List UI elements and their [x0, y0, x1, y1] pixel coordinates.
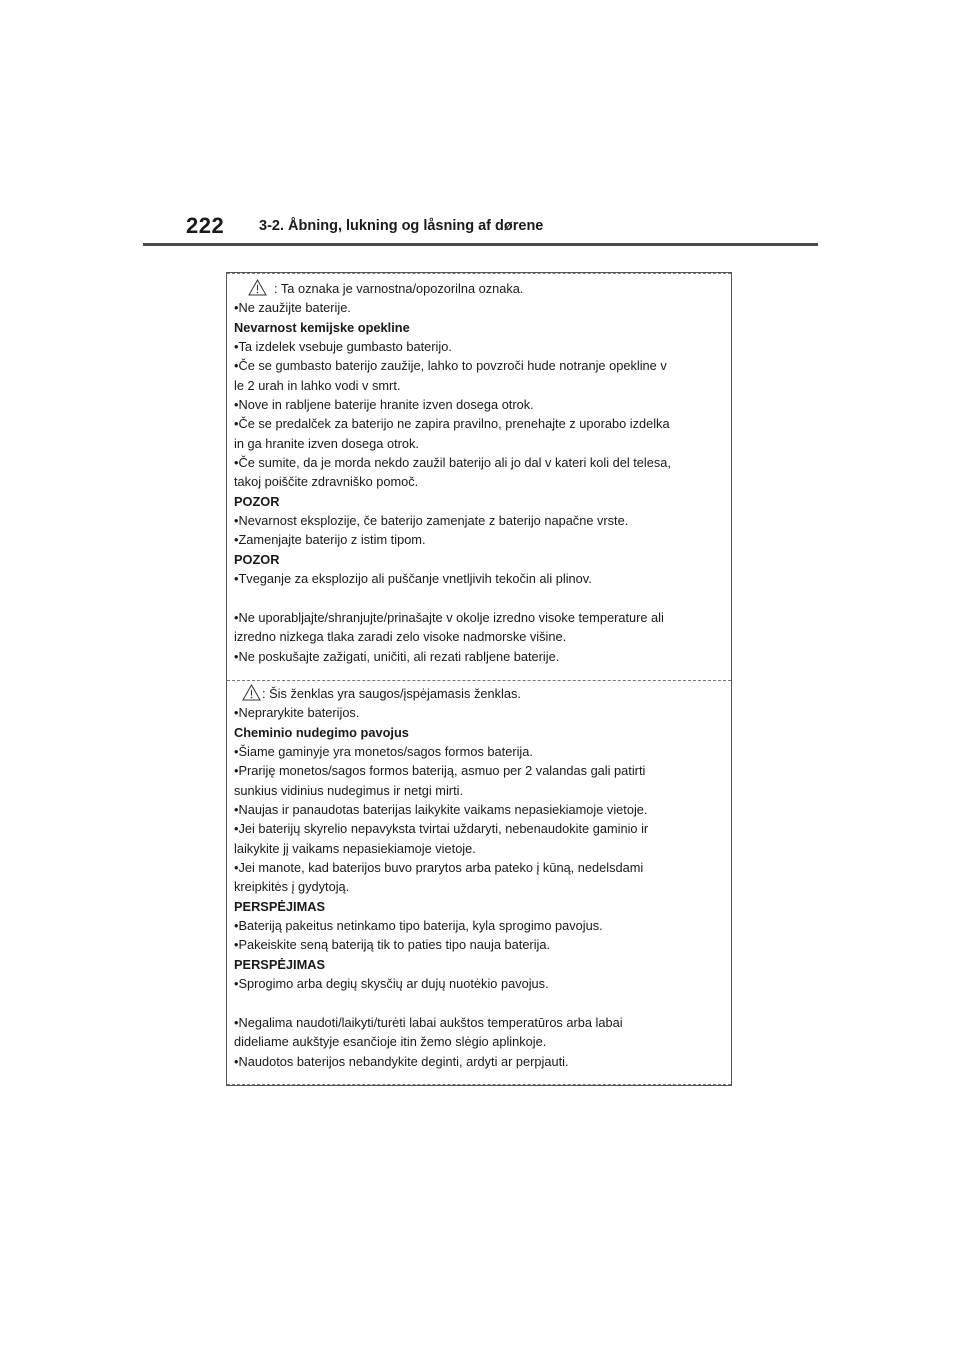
- section-divider: [227, 680, 731, 681]
- icon-caption: : Šis ženklas yra saugos/įspėjamasis ženklas.: [262, 686, 521, 701]
- text-line: •Če sumite, da je morda nekdo zaužil baterijo ali jo dal v kateri koli del telesa,: [234, 455, 671, 471]
- text-line: •Ne zaužijte baterije.: [234, 300, 351, 316]
- text-line: •Naudotos baterijos nebandykite deginti, ardyti ar perpjauti.: [234, 1053, 569, 1069]
- text-line: izredno nizkega tlaka zaradi zelo visoke nadmorske višine.: [234, 629, 567, 645]
- text-line: takoj poiščite zdravniško pomoč.: [234, 474, 419, 490]
- lithuanian-warning-section: [234, 684, 725, 1071]
- text-line: •Ne uporabljajte/shranjujte/prinašajte v okolje izredno visoke temperature ali: [234, 609, 664, 625]
- caution-heading: PERSPĖJIMAS: [234, 898, 326, 914]
- caution-heading: POZOR: [234, 551, 280, 567]
- text-line: •Nove in rabljene baterije hranite izven dosega otrok.: [234, 397, 534, 413]
- icon-caption-line: [234, 279, 725, 298]
- text-line: •Nevarnost eksplozije, če baterijo zamenjate z baterijo napačne vrste.: [234, 513, 629, 529]
- text-line: sunkius vidinius nudegimus ir netgi mirti.: [234, 782, 464, 798]
- spacer: [234, 994, 725, 1013]
- text-line: •Bateriją pakeitus netinkamo tipo baterija, kyla sprogimo pavojus.: [234, 918, 603, 934]
- text-line: •Neprarykite baterijos.: [234, 705, 360, 721]
- text-line: •Naujas ir panaudotas baterijas laikykite vaikams nepasiekiamoje vietoje.: [234, 802, 648, 818]
- text-line: •Jei manote, kad baterijos buvo prarytos arba pateko į kūną, nedelsdami: [234, 860, 644, 876]
- slovenian-warning-section: [234, 279, 725, 666]
- icon-caption-line: [234, 684, 725, 703]
- hazard-heading: Nevarnost kemijske opekline: [234, 319, 410, 335]
- text-line: in ga hranite izven dosega otrok.: [234, 435, 419, 451]
- warning-triangle-icon: [248, 279, 267, 296]
- text-line: •Prariję monetos/sagos formos bateriją, asmuo per 2 valandas gali patirti: [234, 763, 646, 779]
- bottom-dashed-line: [227, 1084, 731, 1085]
- text-line: •Šiame gaminyje yra monetos/sagos formos baterija.: [234, 744, 533, 760]
- text-line: laikykite jį vaikams nepasiekiamoje vietoje.: [234, 840, 476, 856]
- text-line: •Ta izdelek vsebuje gumbasto baterijo.: [234, 339, 452, 355]
- text-line: •Zamenjajte baterijo z istim tipom.: [234, 532, 426, 548]
- page-number: 222: [186, 213, 225, 238]
- text-line: dideliame aukštyje esančioje itin žemo slėgio aplinkoje.: [234, 1034, 547, 1050]
- caution-heading: PERSPĖJIMAS: [234, 956, 326, 972]
- spacer: [234, 589, 725, 608]
- section-title: 3-2. Åbning, lukning og låsning af dørene: [259, 218, 544, 234]
- text-line: •Če se gumbasto baterijo zaužije, lahko to povzroči hude notranje opekline v: [234, 358, 667, 374]
- text-line: •Sprogimo arba degių skysčių ar dujų nuotėkio pavojus.: [234, 976, 549, 992]
- text-line: •Pakeiskite seną bateriją tik to paties tipo nauja baterija.: [234, 937, 551, 953]
- hazard-heading: Cheminio nudegimo pavojus: [234, 724, 409, 740]
- text-line: kreipkitės į gydytoją.: [234, 879, 350, 895]
- text-line: •Če se predalček za baterijo ne zapira pravilno, prenehajte z uporabo izdelka: [234, 416, 670, 432]
- battery-warning-box: [226, 272, 732, 1086]
- warning-triangle-icon: [242, 684, 261, 701]
- text-line: •Tveganje za eksplozijo ali puščanje vnetljivih tekočin ali plinov.: [234, 571, 592, 587]
- text-line: •Negalima naudoti/laikyti/turėti labai aukštos temperatūros arba labai: [234, 1014, 623, 1030]
- header-divider: [143, 243, 818, 246]
- icon-caption: : Ta oznaka je varnostna/opozorilna oznaka.: [274, 281, 524, 296]
- text-line: •Jei baterijų skyrelio nepavyksta tvirtai uždaryti, nebenaudokite gaminio ir: [234, 821, 649, 837]
- text-line: le 2 urah in lahko vodi v smrt.: [234, 377, 401, 393]
- text-line: •Ne poskušajte zažigati, uničiti, ali rezati rabljene baterije.: [234, 648, 560, 664]
- top-dashed-line: [227, 273, 731, 274]
- caution-heading: POZOR: [234, 493, 280, 509]
